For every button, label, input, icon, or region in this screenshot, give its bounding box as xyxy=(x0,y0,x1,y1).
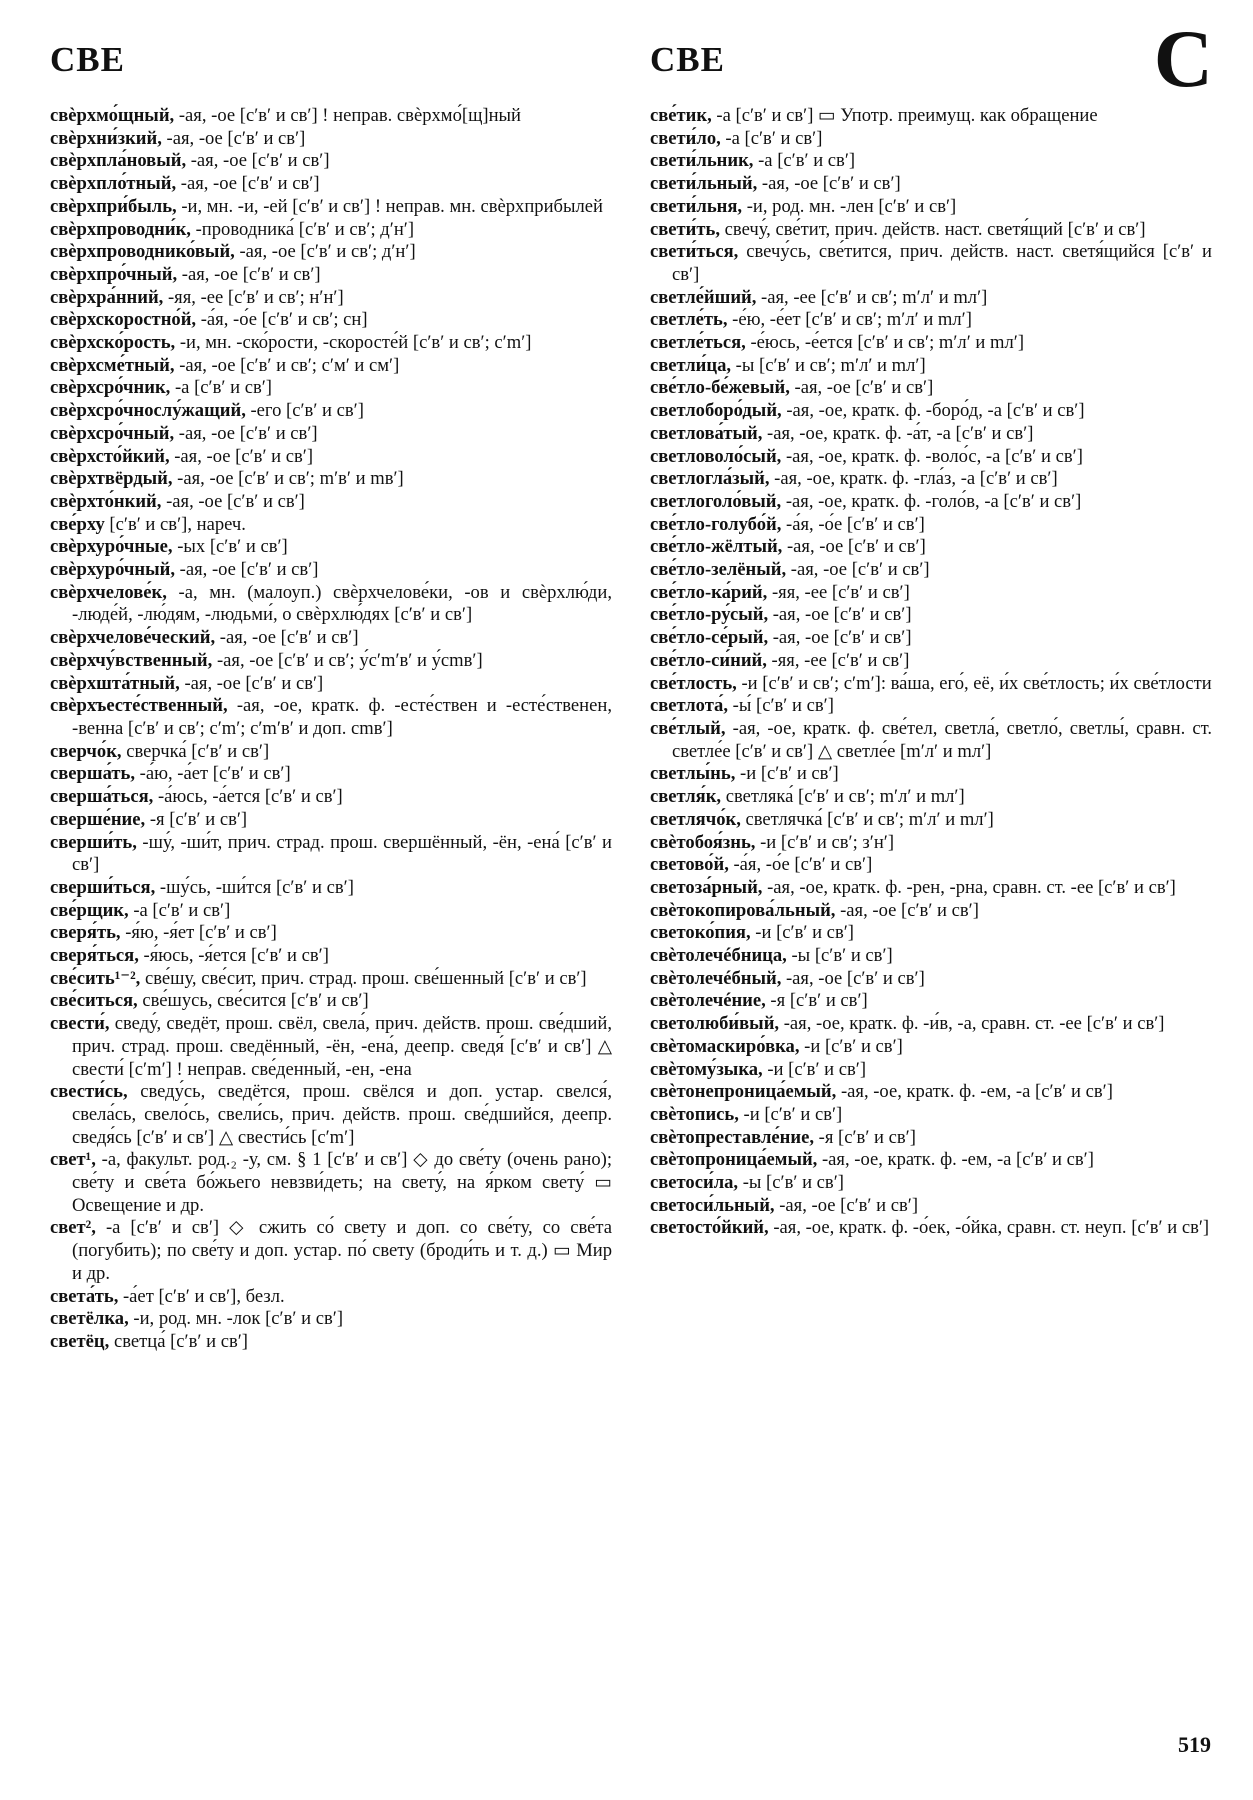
entry-grammar: -а́я, -о́е [cʹвʹ и cвʹ; сн] xyxy=(196,309,368,331)
dictionary-entry xyxy=(650,491,1212,514)
entry-grammar: -ая, -ое [cʹвʹ и cвʹ; mʹвʹ и mвʹ] xyxy=(172,468,404,490)
entry-headword: светолюби́вый, xyxy=(650,1013,780,1035)
entry-grammar: [cʹвʹ и cвʹ], нареч. xyxy=(104,513,246,535)
entry-headword: светоси́льный, xyxy=(650,1194,775,1216)
entry-grammar: -ая, -ое [cʹвʹ и cвʹ] xyxy=(215,627,359,649)
dictionary-entry xyxy=(650,1127,1212,1150)
entry-headword: свѐрхсме́тный, xyxy=(50,354,175,376)
entry-headword: свѐтонепроница́емый, xyxy=(650,1081,837,1103)
dictionary-entry xyxy=(650,695,1212,718)
entry-headword: свѐрхпроводнико́вый, xyxy=(50,241,235,263)
dictionary-entry xyxy=(50,377,612,400)
entry-grammar: -а́юсь, -а́ется [cʹвʹ и cвʹ] xyxy=(153,786,343,808)
entry-grammar: -а [cʹвʹ и cвʹ] xyxy=(128,899,231,921)
entry-headword: светля́к, xyxy=(650,786,722,808)
entry-grammar: -ая, -ое [cʹвʹ и cвʹ] xyxy=(161,490,305,512)
entry-grammar: -шу́, -ши́т, прич. страд. прош. свершённый, -ён, -ена́ [cʹвʹ и cвʹ] xyxy=(72,831,612,876)
entry-grammar: -и, мн. -ско́рости, -скоросте́й [cʹвʹ и cвʹ; cʹmʹ] xyxy=(175,332,532,354)
entry-headword: свѐрхпла́новый, xyxy=(50,150,187,172)
entry-headword: свѐрхпроводни́к, xyxy=(50,218,191,240)
entry-grammar: -а [cʹвʹ и cвʹ] xyxy=(753,150,856,172)
dictionary-entry xyxy=(650,1036,1212,1059)
entry-headword: свѐтолечéбный, xyxy=(650,967,782,989)
entry-headword: свѐрхсро́чнослу́жащий, xyxy=(50,400,246,422)
entry-headword: свѐрхтвёрдый, xyxy=(50,468,173,490)
entry-headword: светлоголо́вый, xyxy=(650,490,782,512)
entry-grammar: -и [cʹвʹ и cвʹ; cʹmʹ]: ва́ша, его́, её, и́х све́тлость; и́х све́тлости xyxy=(736,672,1212,694)
entry-grammar: -и [cʹвʹ и cвʹ] xyxy=(750,922,854,944)
entry-headword: све́рщик, xyxy=(50,899,129,921)
dictionary-entry xyxy=(50,877,612,900)
entry-grammar: -ы [cʹвʹ и cвʹ] xyxy=(786,945,893,967)
dictionary-entry xyxy=(50,400,612,423)
dictionary-entry xyxy=(50,741,612,764)
entry-headword: свѐтокопирова́льный, xyxy=(650,899,836,921)
entry-grammar: -я́юсь, -я́ется [cʹвʹ и cвʹ] xyxy=(138,945,329,967)
dictionary-entry xyxy=(650,627,1212,650)
entry-headword: светлы́нь, xyxy=(650,763,736,785)
entry-headword: свѐрхчу́вственный, xyxy=(50,649,213,671)
entry-grammar: -ая, -ое, кратк. ф. -голо́в, -а [cʹвʹ и cвʹ] xyxy=(781,490,1082,512)
entry-grammar: -ая, -ое, кратк. ф. -и́в, -а, сравн. ст. -ее [cʹвʹ и cвʹ] xyxy=(779,1013,1165,1035)
dictionary-entry xyxy=(50,1013,612,1081)
entry-grammar: -я [cʹвʹ и cвʹ] xyxy=(765,990,868,1012)
entry-headword: светле́йший, xyxy=(650,286,757,308)
dictionary-entry xyxy=(50,673,612,696)
entry-headword: светоси́ла, xyxy=(650,1172,739,1194)
entry-headword: свѐрхсро́чный, xyxy=(50,422,175,444)
dictionary-entry xyxy=(650,559,1212,582)
entry-headword: све́тло-бе́жевый, xyxy=(650,377,790,399)
entry-grammar: -его [cʹвʹ и cвʹ] xyxy=(245,400,364,422)
entry-headword: свѐрхчелове́к, xyxy=(50,581,167,603)
entry-headword: свети́ться, xyxy=(650,241,739,263)
entry-headword: све́тло-ру́сый, xyxy=(650,604,769,626)
dictionary-entry xyxy=(50,786,612,809)
dictionary-entry xyxy=(50,219,612,242)
dictionary-entry xyxy=(650,990,1212,1013)
entry-grammar: -ая, -ое, кратк. ф. -рен, -рна, сравн. ст. -ее [cʹвʹ и cвʹ] xyxy=(762,876,1176,898)
entry-grammar: -ая, -ое [cʹвʹ и cвʹ] xyxy=(782,536,926,558)
entry-headword: свѐтопись, xyxy=(650,1103,739,1125)
page-number: 519 xyxy=(1178,1732,1211,1757)
entry-headword: светлова́тый, xyxy=(650,422,763,444)
dictionary-entry xyxy=(650,1013,1212,1036)
entry-headword: свети́ло, xyxy=(650,127,721,149)
entry-headword: свѐрхпри́быль, xyxy=(50,195,177,217)
dictionary-entry xyxy=(50,763,612,786)
dictionary-entry xyxy=(650,1172,1212,1195)
dictionary-entry xyxy=(50,1081,612,1149)
dictionary-entry xyxy=(50,582,612,627)
entry-headword: свѐрхшта́тный, xyxy=(50,672,180,694)
entry-grammar: -ая, -ое, кратк. ф. све́тел, светла́, светло́, светлы́, сравн. ст. светле́е [cʹвʹ и cвʹ] △ светле́е [mʹлʹ и mлʹ] xyxy=(672,717,1212,762)
dictionary-entry xyxy=(50,173,612,196)
entry-headword: свѐрхпро́чный, xyxy=(50,263,178,285)
dictionary-entry xyxy=(50,809,612,832)
dictionary-entry xyxy=(50,695,612,740)
dictionary-entry xyxy=(650,355,1212,378)
entry-grammar: -яя, -ее [cʹвʹ и cвʹ; нʹнʹ] xyxy=(163,286,344,308)
dictionary-entry xyxy=(650,582,1212,605)
entry-headword: света́ть, xyxy=(50,1285,119,1307)
dictionary-entry xyxy=(50,514,612,537)
dictionary-entry xyxy=(50,1149,612,1217)
dictionary-entry xyxy=(650,945,1212,968)
dictionary-entry xyxy=(50,1331,612,1354)
entry-headword: сверша́ть, xyxy=(50,763,136,785)
entry-headword: сверя́ться, xyxy=(50,945,139,967)
dictionary-entry xyxy=(650,150,1212,173)
entry-headword: све́тло-зелёный, xyxy=(650,559,787,581)
dictionary-entry xyxy=(50,1217,612,1285)
entry-headword: свѐтомаскиро́вка, xyxy=(650,1035,800,1057)
dictionary-entry xyxy=(650,673,1212,696)
entry-headword: свѐрхсро́чник, xyxy=(50,377,171,399)
dictionary-entry xyxy=(50,128,612,151)
entry-grammar: -ая, -ое [cʹвʹ и cвʹ] xyxy=(835,899,979,921)
entry-headword: све́ситься, xyxy=(50,990,138,1012)
entry-grammar: светлячка́ [cʹвʹ и cвʹ; mʹлʹ и mлʹ] xyxy=(740,808,994,830)
entry-headword: сверша́ться, xyxy=(50,786,154,808)
dictionary-entry xyxy=(50,287,612,310)
entry-grammar: -ая, -ое [cʹвʹ и cвʹ] ! неправ. свѐрхмо́[щ]ный xyxy=(174,105,521,126)
entry-headword: свети́льный, xyxy=(650,173,758,195)
dictionary-entry xyxy=(650,1059,1212,1082)
entry-headword: свет², xyxy=(50,1217,96,1239)
dictionary-entry xyxy=(650,854,1212,877)
entry-headword: свести́, xyxy=(50,1013,110,1035)
dictionary-entry xyxy=(50,264,612,287)
dictionary-entry xyxy=(50,196,612,219)
dictionary-entry xyxy=(650,196,1212,219)
entry-grammar: сверчка́ [cʹвʹ и cвʹ] xyxy=(121,740,270,762)
running-head-left: СВЕ xyxy=(50,40,125,79)
running-head-right: СВЕ xyxy=(650,40,725,79)
entry-grammar: -ая, -ое [cʹвʹ и cвʹ] xyxy=(789,377,934,399)
entry-grammar: свечу́сь, све́тится, прич. действ. наст. светя́щийся [cʹвʹ и cвʹ] xyxy=(672,241,1212,285)
entry-headword: свѐтолечéбница, xyxy=(650,945,787,967)
entry-headword: свѐрхра́нний, xyxy=(50,286,164,308)
dictionary-entry xyxy=(650,423,1212,446)
entry-grammar: -я [cʹвʹ и cвʹ] xyxy=(814,1126,916,1148)
entry-headword: свѐрхчелове́ческий, xyxy=(50,627,216,649)
entry-grammar: светца́ [cʹвʹ и cвʹ] xyxy=(109,1330,248,1352)
entry-headword: сверя́ть, xyxy=(50,922,121,944)
entry-headword: свети́льник, xyxy=(650,150,754,172)
entry-headword: све́тло-жёлтый, xyxy=(650,536,783,558)
entry-grammar: -а́я, -о́е [cʹвʹ и cвʹ] xyxy=(728,854,873,876)
entry-grammar: -а [cʹвʹ и cвʹ] xyxy=(170,377,272,399)
dictionary-entry xyxy=(650,446,1212,469)
dictionary-entry xyxy=(650,287,1212,310)
dictionary-entry xyxy=(650,604,1212,627)
dictionary-entry xyxy=(650,968,1212,991)
entry-grammar: -ая, -ое [cʹвʹ и cвʹ] xyxy=(177,263,321,285)
right-column xyxy=(650,105,1212,1240)
dictionary-entry xyxy=(650,400,1212,423)
entry-grammar: -ая, -ое [cʹвʹ и cвʹ] xyxy=(768,627,912,649)
entry-grammar: -а́ю, -а́ет [cʹвʹ и cвʹ] xyxy=(135,763,291,785)
dictionary-entry xyxy=(50,990,612,1013)
entry-headword: свѐтолечéние, xyxy=(650,990,766,1012)
entry-headword: свѐтому́зыка, xyxy=(650,1058,763,1080)
entry-grammar: -ы́ [cʹвʹ и cвʹ] xyxy=(728,695,834,717)
dictionary-entry xyxy=(650,718,1212,763)
dictionary-entry xyxy=(650,922,1212,945)
entry-headword: све́тло-голубо́й, xyxy=(650,513,782,535)
entry-headword: свѐтобоя́знь, xyxy=(650,831,756,853)
dictionary-entry xyxy=(50,922,612,945)
entry-grammar: -ая, -ое [cʹвʹ и cвʹ] xyxy=(781,967,925,989)
dictionary-entry xyxy=(650,536,1212,559)
dictionary-entry xyxy=(650,219,1212,242)
entry-grammar: -ая, -ое [cʹвʹ и cвʹ] xyxy=(757,173,901,195)
dictionary-entry xyxy=(650,309,1212,332)
entry-grammar: -яя, -ее [cʹвʹ и cвʹ] xyxy=(766,649,910,671)
entry-grammar: -а [cʹвʹ и cвʹ] ◇ сжить со́ свету и доп. со све́ту, со све́та (погубить); по све́ту и доп. устар. по́ свету (броди́ть и т. д.) ▭ Мир и др. xyxy=(72,1217,612,1284)
entry-headword: свет¹, xyxy=(50,1149,96,1171)
dictionary-entry xyxy=(50,446,612,469)
entry-headword: свѐрхмо́щный, xyxy=(50,105,175,126)
dictionary-entry xyxy=(50,968,612,991)
left-column xyxy=(50,105,612,1354)
dictionary-entry xyxy=(50,105,612,128)
entry-headword: светово́й, xyxy=(650,854,729,876)
entry-headword: светёц, xyxy=(50,1330,110,1352)
entry-grammar: -ая, -ое [cʹвʹ и cвʹ; дʹнʹ] xyxy=(234,241,416,263)
dictionary-entry xyxy=(50,309,612,332)
entry-grammar: -ая, -ое [cʹвʹ и cвʹ] xyxy=(774,1194,919,1216)
dictionary-entry xyxy=(50,945,612,968)
dictionary-entry xyxy=(50,900,612,923)
entry-headword: светлоборо́дый, xyxy=(650,400,782,422)
entry-headword: сверчо́к, xyxy=(50,740,122,762)
entry-grammar: -ых [cʹвʹ и cвʹ] xyxy=(172,536,288,558)
dictionary-entry xyxy=(50,332,612,355)
dictionary-entry xyxy=(650,900,1212,923)
entry-headword: све́тло-се́рый, xyxy=(650,627,769,649)
section-letter: С xyxy=(1153,13,1213,104)
entry-headword: све́тло-ка́рий, xyxy=(650,581,768,603)
dictionary-entry xyxy=(650,650,1212,673)
entry-grammar: -ая, -ое [cʹвʹ и cвʹ] xyxy=(175,559,319,581)
entry-grammar: -ая, -ое [cʹвʹ и cвʹ] xyxy=(169,445,314,467)
entry-headword: све́тлость, xyxy=(650,672,737,694)
entry-grammar: -и [cʹвʹ и cвʹ; зʹнʹ] xyxy=(755,831,895,853)
dictionary-entry xyxy=(650,332,1212,355)
dictionary-entry xyxy=(650,763,1212,786)
dictionary-entry xyxy=(50,1308,612,1331)
dictionary-entry xyxy=(650,173,1212,196)
entry-headword: светоза́рный, xyxy=(650,876,763,898)
entry-headword: светловоло́сый, xyxy=(650,445,782,467)
entry-grammar: све́шусь, све́сится [cʹвʹ и cвʹ] xyxy=(137,990,369,1012)
entry-headword: све́тло-си́ний, xyxy=(650,649,767,671)
entry-grammar: -ая, -ое, кратк. ф. -ем, -а [cʹвʹ и cвʹ] xyxy=(817,1149,1094,1171)
entry-headword: све́рху xyxy=(50,513,105,535)
entry-headword: свѐтопреставле́ние, xyxy=(650,1126,814,1148)
entry-headword: сверши́ться, xyxy=(50,876,156,898)
entry-grammar: -и [cʹвʹ и cвʹ] xyxy=(762,1058,867,1080)
dictionary-entry xyxy=(50,832,612,877)
entry-grammar: -шу́сь, -ши́тся [cʹвʹ и cвʹ] xyxy=(155,876,354,898)
entry-headword: сверши́ть, xyxy=(50,831,137,853)
entry-headword: све́тик, xyxy=(650,105,712,126)
entry-grammar: -ая, -ое [cʹвʹ и cвʹ; у́cʹmʹвʹ и у́cmвʹ] xyxy=(212,649,483,671)
entry-headword: свѐрхуро́чный, xyxy=(50,559,176,581)
dictionary-entry xyxy=(650,1104,1212,1127)
entry-grammar: свечу́, све́тит, прич. действ. наст. светя́щий [cʹвʹ и cвʹ] xyxy=(720,218,1146,240)
entry-grammar: -яя, -ее [cʹвʹ и cвʹ] xyxy=(767,581,910,603)
entry-grammar: -ая, -ое [cʹвʹ и cвʹ] xyxy=(786,559,930,581)
dictionary-entry xyxy=(50,150,612,173)
entry-grammar: -ая, -ое, кратк. ф. -воло́с, -а [cʹвʹ и cвʹ] xyxy=(781,445,1083,467)
dictionary-entry xyxy=(50,491,612,514)
entry-headword: све́сить¹⁻², xyxy=(50,967,141,989)
dictionary-entry xyxy=(650,514,1212,537)
dictionary-entry xyxy=(650,832,1212,855)
dictionary-entry xyxy=(650,877,1212,900)
entry-grammar: -ая, -ое [cʹвʹ и cвʹ] xyxy=(768,604,912,626)
entry-grammar: светляка́ [cʹвʹ и cвʹ; mʹлʹ и mлʹ] xyxy=(721,786,965,808)
dictionary-entry xyxy=(650,377,1212,400)
entry-grammar: -ая, -ее [cʹвʹ и cвʹ; mʹлʹ и mлʹ] xyxy=(756,286,988,308)
entry-grammar: -и [cʹвʹ и cвʹ] xyxy=(799,1035,903,1057)
dictionary-entry xyxy=(50,536,612,559)
entry-headword: светле́ться, xyxy=(650,332,746,354)
entry-grammar: -ая, -ое, кратк. ф. -о́ек, -о́йка, сравн. ст. неуп. [cʹвʹ и cвʹ] xyxy=(768,1217,1210,1239)
entry-headword: свѐрхуро́чные, xyxy=(50,536,173,558)
entry-grammar: сведу́сь, сведётся, прош. свёлся и доп. устар. свелся́, свела́сь, свело́сь, свели́сь, прич. действ. прош. све́дшийся, деепр. сведя́сь [cʹвʹ и cвʹ] △ свести́сь [cʹmʹ] xyxy=(72,1081,612,1148)
entry-grammar: -и, род. мн. -лок [cʹвʹ и cвʹ] xyxy=(128,1308,344,1330)
entry-grammar: -е́юсь, -е́ется [cʹвʹ и cвʹ; mʹлʹ и mлʹ] xyxy=(745,332,1025,354)
entry-grammar: -ая, -ое [cʹвʹ и cвʹ] xyxy=(186,150,330,172)
entry-headword: свети́льня, xyxy=(650,195,743,217)
entry-headword: свѐрхпло́тный, xyxy=(50,173,177,195)
dictionary-entry xyxy=(50,650,612,673)
dictionary-entry xyxy=(650,1195,1212,1218)
entry-grammar: -е́ю, -е́ет [cʹвʹ и cвʹ; mʹлʹ и mлʹ] xyxy=(727,309,972,331)
entry-grammar: -а́ет [cʹвʹ и cвʹ], безл. xyxy=(118,1285,285,1307)
dictionary-entry xyxy=(50,355,612,378)
entry-headword: сверше́ние, xyxy=(50,808,146,830)
dictionary-entry xyxy=(650,128,1212,151)
entry-headword: светлота́, xyxy=(650,695,729,717)
entry-grammar: -и, мн. -и, -ей [cʹвʹ и cвʹ] ! неправ. мн. свѐрхприбылей xyxy=(176,195,603,217)
entry-headword: светёлка, xyxy=(50,1308,129,1330)
dictionary-entry xyxy=(650,809,1212,832)
dictionary-entry xyxy=(650,105,1212,128)
dictionary-entry xyxy=(650,1217,1212,1240)
entry-headword: светле́ть, xyxy=(650,309,728,331)
entry-grammar: -а [cʹвʹ и cвʹ] xyxy=(720,127,823,149)
entry-grammar: -ая, -ое, кратк. ф. -ем, -а [cʹвʹ и cвʹ] xyxy=(836,1081,1113,1103)
entry-grammar: -ая, -ое [cʹвʹ и cвʹ; cʹмʹ и cмʹ] xyxy=(174,354,400,376)
entry-headword: светоко́пия, xyxy=(650,922,751,944)
entry-grammar: -ая, -ое, кратк. ф. -есте́ствен и -есте́ственен, -венна [cʹвʹ и cвʹ; cʹmʹ; cʹmʹвʹ и доп. cmвʹ] xyxy=(72,695,612,739)
entry-headword: свѐрхско́рость, xyxy=(50,332,176,354)
entry-grammar: -и, род. мн. -лен [cʹвʹ и cвʹ] xyxy=(742,195,957,217)
dictionary-entry xyxy=(650,468,1212,491)
entry-grammar: -я [cʹвʹ и cвʹ] xyxy=(145,808,248,830)
entry-grammar: -ая, -ое, кратк. ф. -а́т, -а [cʹвʹ и cвʹ] xyxy=(762,422,1034,444)
dictionary-entry xyxy=(650,786,1212,809)
entry-grammar: -проводника́ [cʹвʹ и cвʹ; дʹнʹ] xyxy=(190,218,415,240)
entry-grammar: -и [cʹвʹ и cвʹ] xyxy=(735,763,839,785)
entry-headword: свести́сь, xyxy=(50,1081,128,1103)
entry-headword: светосто́йкий, xyxy=(650,1217,769,1239)
entry-grammar: -ая, -ое [cʹвʹ и cвʹ] xyxy=(176,173,320,195)
dictionary-entry xyxy=(50,1286,612,1309)
dictionary-entry xyxy=(50,423,612,446)
entry-headword: свѐрхъесте́ственный, xyxy=(50,695,228,717)
entry-grammar: -ы [cʹвʹ и cвʹ; mʹлʹ и mлʹ] xyxy=(731,354,926,376)
entry-headword: свѐрхни́зкий, xyxy=(50,127,162,149)
entry-grammar: сведу́, сведёт, прош. свёл, свела́, прич. действ. прош. све́дший, прич. страд. прош. сведённый, -ён, -ена́, деепр. сведя́ [cʹвʹ и cвʹ] △ свести́ [cʹmʹ] ! неправ. све́денный, -ен, -ена xyxy=(72,1013,612,1080)
dictionary-entry xyxy=(50,627,612,650)
entry-headword: све́тлый, xyxy=(650,717,726,739)
dictionary-entry xyxy=(650,1149,1212,1172)
entry-headword: свѐрхскоростно́й, xyxy=(50,309,197,331)
dictionary-entry xyxy=(50,468,612,491)
entry-headword: свѐрхсто́йкий, xyxy=(50,445,170,467)
entry-headword: светли́ца, xyxy=(650,354,732,376)
entry-headword: светлячо́к, xyxy=(650,808,741,830)
entry-headword: свети́ть, xyxy=(650,218,721,240)
entry-grammar: -а, мн. (малоуп.) свѐрхчелове́ки, -ов и свѐрхлю́ди, -люде́й, -лю́дям, -людьми́, о свѐрхлю́дях [cʹвʹ и cвʹ] xyxy=(72,581,612,626)
entry-grammar: -ы [cʹвʹ и cвʹ] xyxy=(738,1172,844,1194)
entry-grammar: -ая, -ое [cʹвʹ и cвʹ] xyxy=(174,422,318,444)
entry-grammar: -ая, -ое, кратк. ф. -гла́з, -а [cʹвʹ и cвʹ] xyxy=(769,468,1058,490)
entry-headword: свѐрхто́нкий, xyxy=(50,490,162,512)
dictionary-entry xyxy=(50,241,612,264)
entry-grammar: -ая, -ое [cʹвʹ и cвʹ] xyxy=(161,127,306,149)
entry-grammar: -ая, -ое [cʹвʹ и cвʹ] xyxy=(179,672,324,694)
dictionary-entry xyxy=(650,1081,1212,1104)
entry-grammar: -а [cʹвʹ и cвʹ] ▭ Употр. преимущ. как обращение xyxy=(711,105,1098,126)
dictionary-entry xyxy=(50,559,612,582)
entry-headword: светлогла́зый, xyxy=(650,468,770,490)
entry-headword: свѐтопроница́емый, xyxy=(650,1149,818,1171)
entry-grammar: -а, факульт. род.₂ -у, см. § 1 [cʹвʹ и cвʹ] ◇ до све́ту (очень рано); све́ту и све́та бо́жьего невзви́деть; на свету́, на я́рком свету́ ▭ Освещение и др. xyxy=(72,1149,612,1216)
entry-grammar: -ая, -ое, кратк. ф. -боро́д, -а [cʹвʹ и cвʹ] xyxy=(781,400,1085,422)
entry-grammar: -а́я, -о́е [cʹвʹ и cвʹ] xyxy=(781,513,925,535)
entry-grammar: -и [cʹвʹ и cвʹ] xyxy=(738,1103,843,1125)
entry-grammar: -я́ю, -я́ет [cʹвʹ и cвʹ] xyxy=(120,922,277,944)
dictionary-entry xyxy=(650,241,1212,286)
entry-grammar: све́шу, све́сит, прич. страд. прош. све́шенный [cʹвʹ и cвʹ] xyxy=(140,967,587,989)
